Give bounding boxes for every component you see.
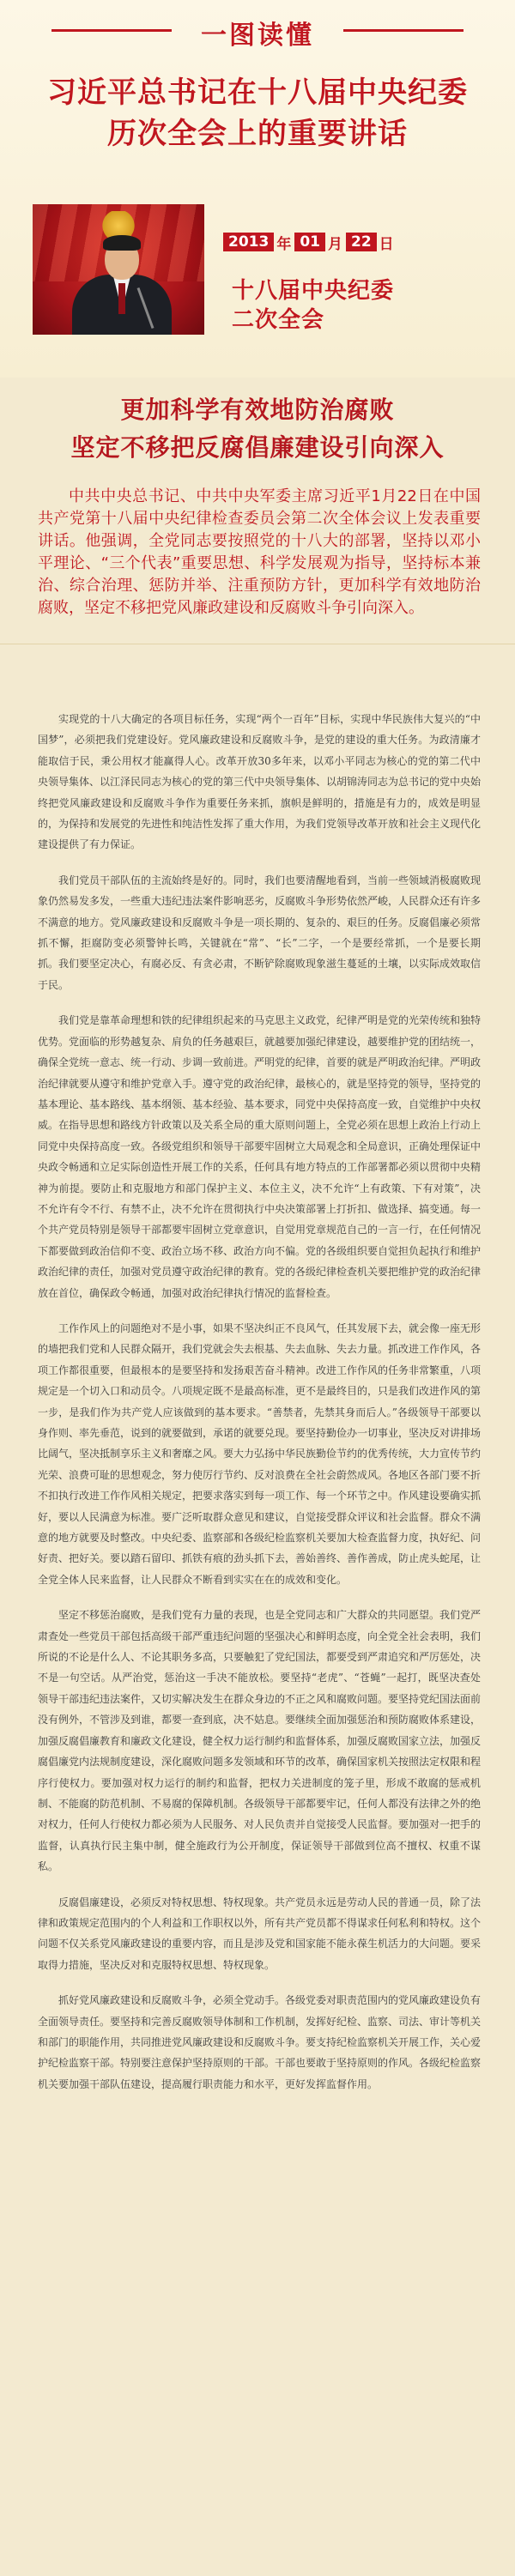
session-name-line-1: 十八届中央纪委 — [232, 278, 395, 304]
date-year: 2013 — [223, 233, 274, 251]
body-paragraph: 坚定不移惩治腐败，是我们党有力量的表现，也是全党同志和广大群众的共同愿望。我们党严肃查处一些党员干部包括高级干部严重违纪问题的坚强决心和鲜明态度，向全党全社会表明，我们所说的不论是什么人、不论其职务多高，只要触犯了党纪国法，都要受到严肃追究和严厉惩处，决不是一句空话。从严治党，惩治这一手决不能放松。要坚持“老虎”、“苍蝇”一起打，既坚决查处领导干部违纪违法案件，又切实解决发生在群众身边的不正之风和腐败问题。要坚持党纪国法面前没有例外，不管涉及到谁，都要一查到底，决不姑息。要继续全面加强惩治和预防腐败体系建设，加强反腐倡廉教育和廉政文化建设，健全权力运行制约和监督体系，加强反腐败国家立法，加强反腐倡廉党内法规制度建设，深化腐败问题多发领域和环节的改革，确保国家机关按照法定权限和程序行使权力。要加强对权力运行的制约和监督，把权力关进制度的笼子里，形成不敢腐的惩戒机制、不能腐的防范机制、不易腐的保障机制。各级领导干部都要牢记，任何人都没有法律之外的绝对权力，任何人行使权力都必须为人民服务、对人民负责并自觉接受人民监督。要加强对一把手的监督，认真执行民主集中制，健全施政行为公开制度，保证领导干部做到位高不擅权、权重不谋私。 — [38, 1609, 482, 1873]
session-name-line-2: 二次全会 — [232, 307, 325, 333]
body-paragraph: 工作作风上的问题绝对不是小事，如果不坚决纠正不良风气，任其发展下去，就会像一座无形的墙把我们党和人民群众隔开，我们党就会失去根基、失去血脉、失去力量。抓改进工作作风，各项工作都很重要，但最根本的是要坚持和发扬艰苦奋斗精神。改进工作作风的任务非常繁重，八项规定是一个切入口和动员令。八项规定既不是最高标准，更不是最终目的，只是我们改进作风的第一步，是我们作为共产党人应该做到的基本要求。“善禁者，先禁其身而后人。”各级领导干部要以身作则、率先垂范，说到的就要做到，承诺的就要兑现。要坚持勤俭办一切事业，坚决反对讲排场比阔气，坚决抵制享乐主义和奢靡之风。要大力弘扬中华民族勤俭节约的优秀传统，大力宣传节约光荣、浪费可耻的思想观念，努力使厉行节约、反对浪费在全社会蔚然成风。各地区各部门要不折不扣执行改进工作作风相关规定，把要求落实到每一项工作、每一个环节之中。作风建设要确实抓好，要以人民满意为标准。要广泛听取群众意见和建议，自觉接受群众评议和社会监督。群众不满意的地方就要及时整改。中央纪委、监察部和各级纪检监察机关要加大检查监督力度，执好纪、问好责、把好关。要以踏石留印、抓铁有痕的劲头抓下去，善始善终、善作善成，防止虎头蛇尾，让全党全体人民来监督，让人民群众不断看到实实在在的成效和变化。 — [38, 1321, 482, 1586]
date-day: 22 — [346, 233, 377, 251]
speaker-tie — [118, 283, 125, 314]
summary-paragraph: 中共中央总书记、中共中央军委主席习近平1月22日在中国共产党第十八届中央纪律检查委员会第二次全体会议上发表重要讲话。他强调，全党同志要按照党的十八大的部署，坚持以邓小平理论、“三个代表”重要思想、科学发展观为指导，坚持标本兼治、综合治理、惩防并举、注重预防方针，更加科学有效地防治腐败，坚定不移把党风廉政建设和反腐败斗争引向深入。 — [38, 487, 481, 617]
body-paragraph: 反腐倡廉建设，必须反对特权思想、特权现象。共产党员永远是劳动人民的普通一员，除了法律和政策规定范围内的个人利益和工作职权以外，所有共产党员都不得谋求任何私利和特权。这个问题不仅关系党风廉政建设的重要内容，而且是涉及党和国家能不能永葆生机活力的大问题。要采取得力措施，坚决反对和克服特权思想、特权现象。 — [38, 1896, 482, 1971]
meeting-date — [223, 232, 397, 252]
date-day-unit: 日 — [379, 235, 394, 253]
date-month: 01 — [294, 233, 325, 251]
article-body — [38, 709, 481, 2109]
speaker-hair — [103, 235, 141, 251]
speaker-photo — [33, 204, 204, 335]
date-year-unit: 年 — [276, 235, 292, 253]
date-month-unit: 月 — [328, 235, 342, 253]
speech-subtitle-line-2: 坚定不移把反腐倡廉建设引向深入 — [70, 433, 445, 462]
body-paragraph: 我们党是靠革命理想和铁的纪律组织起来的马克思主义政党，纪律严明是党的光荣传统和独特优势。党面临的形势越复杂、肩负的任务越艰巨，就越要加强纪律建设，越要维护党的团结统一，确保全党统一意志、统一行动、步调一致前进。严明党的纪律，首要的就是严明政治纪律。严明政治纪律就要从遵守和维护党章入手。遵守党的政治纪律，最核心的，就是坚持党的领导，坚持党的基本理论、基本路线、基本纲领、基本经验、基本要求，同党中央保持高度一致，自觉维护中央权威。在指导思想和路线方针政策以及关系全局的重大原则问题上，全党必须在思想上政治上行动上同党中央保持高度一致。各级党组织和领导干部要牢固树立大局观念和全局意识，正确处理保证中央政令畅通和立足实际创造性开展工作的关系，任何具有地方特点的工作部署都必须以贯彻中央精神为前提。要防止和克服地方和部门保护主义、本位主义，决不允许“上有政策、下有对策”，决不允许有令不行、有禁不止，决不允许在贯彻执行中央决策部署上打折扣、做选择、搞变通。每一个共产党员特别是领导干部都要牢固树立党章意识，自觉用党章规范自己的一言一行，在任何情况下都要做到政治信仰不变、政治立场不移、政治方向不偏。党的各级组织要自觉担负起执行和维护政治纪律的责任，加强对党员遵守政治纪律的教育。党的各级纪律检查机关要把维护党的政治纪律放在首位，确保政令畅通，加强对政治纪律执行情况的监督检查。 — [38, 1014, 482, 1299]
page-title-line-2: 历次全会上的重要讲话 — [107, 117, 408, 151]
top-label: 一图读懂 — [201, 21, 314, 51]
body-paragraph: 抓好党风廉政建设和反腐败斗争，必须全党动手。各级党委对职责范围内的党风廉政建设负有全面领导责任。要坚持和完善反腐败领导体制和工作机制，发挥好纪检、监察、司法、审计等机关和部门的职能作用，共同推进党风廉政建设和反腐败斗争。要支持纪检监察机关开展工作，关心爱护纪检监察干部。特别要注意保护坚持原则的干部。干部也要敢于坚持原则的作风。各级纪检监察机关要加强干部队伍建设，提高履行职责能力和水平，更好发挥监督作用。 — [38, 1994, 482, 2090]
body-paragraph: 实现党的十八大确定的各项目标任务，实现“两个一百年”目标，实现中华民族伟大复兴的“中国梦”，必须把我们党建设好。党风廉政建设和反腐败斗争，是党的建设的重大任务。为政清廉才能取信于民，秉公用权才能赢得人心。改革开放30多年来，以邓小平同志为核心的党的第二代中央领导集体、以江泽民同志为核心的党的第三代中央领导集体、以胡锦涛同志为总书记的党中央始终把党风廉政建设和反腐败斗争作为重要任务来抓，旗帜是鲜明的，措施是有力的，成效是明显的，为保持和发展党的先进性和纯洁性发挥了重大作用，为我们党领导改革开放和社会主义现代化建设提供了有力保证。 — [38, 713, 482, 851]
header-banner — [0, 0, 515, 378]
page-title-line-1: 习近平总书记在十八届中央纪委 — [47, 76, 468, 110]
speech-subtitle-line-1: 更加科学有效地防治腐败 — [120, 396, 395, 424]
body-paragraph: 我们党员干部队伍的主流始终是好的。同时，我们也要清醒地看到，当前一些领域消极腐败现象仍然易发多发，一些重大违纪违法案件影响恶劣，反腐败斗争形势依然严峻，人民群众还有许多不满意的地方。党风廉政建设和反腐败斗争是一项长期的、复杂的、艰巨的任务。反腐倡廉必须常抓不懈，拒腐防变必须警钟长鸣，关键就在“常”、“长”二字，一个是要经常抓，一个是要长期抓。我们要坚定决心，有腐必反、有贪必肃，不断铲除腐败现象滋生蔓延的土壤，以实际成效取信于民。 — [38, 874, 482, 991]
